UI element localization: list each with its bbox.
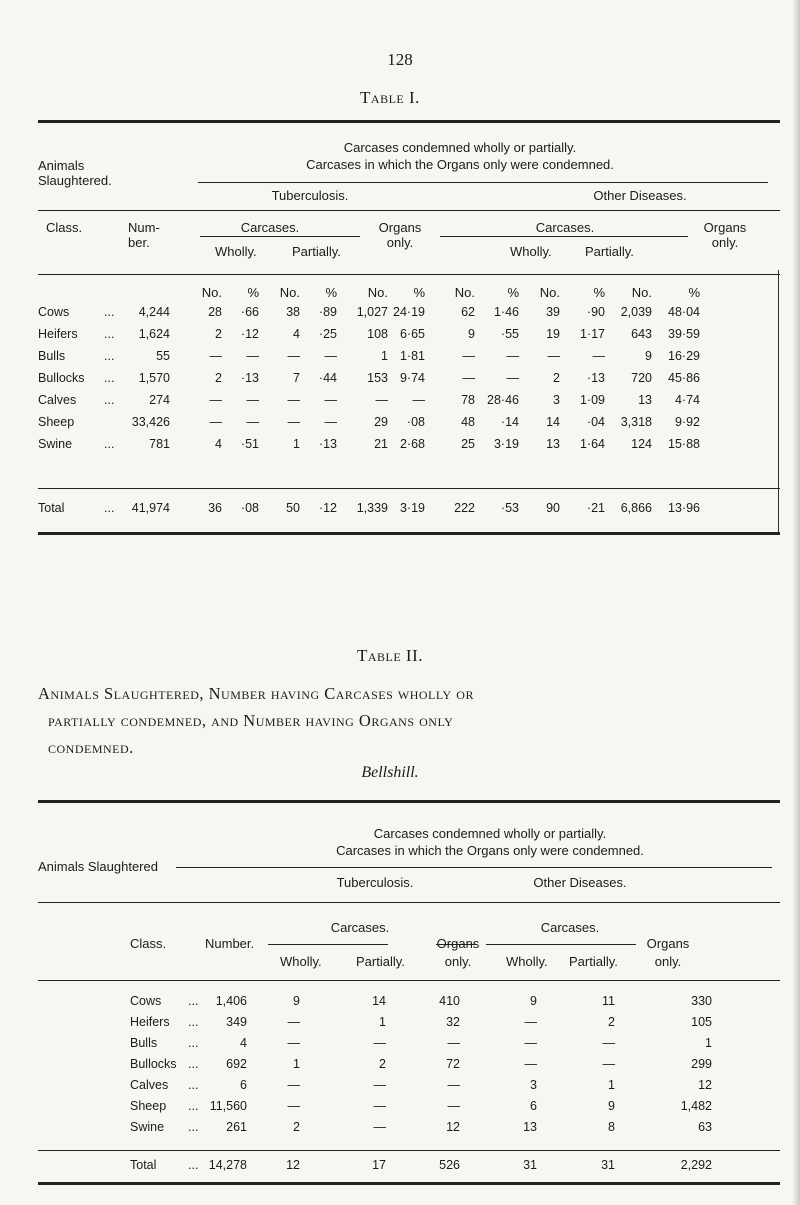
table2-row-0-number: 1,406	[215, 994, 247, 1008]
table2-heading-line2: partially condemned, and Number having Organs only	[48, 711, 454, 730]
table1-no-header-2: No.	[279, 285, 300, 300]
table1-total-number: 41,974	[131, 501, 170, 515]
table2-partially-tb: Partially.	[356, 954, 405, 969]
table2-row-1-cell-5: 105	[691, 1015, 712, 1029]
table1-total-cell-3: ·12	[318, 501, 337, 515]
table2-wholly-other: Wholly.	[506, 954, 548, 969]
table2-total-cell-3: 31	[523, 1158, 537, 1172]
table1-row-0-cell-6: 62	[461, 305, 475, 319]
table1-row-4-cell-3: —	[324, 393, 337, 407]
table2-row-5-cell-4: 9	[608, 1099, 615, 1113]
table1-row-1-cell-0: 2	[215, 327, 222, 341]
table1-pct-header-3: %	[325, 285, 337, 300]
table1-row-2-cell-7: —	[506, 349, 519, 363]
table1-row-5-cell-10: 3,318	[620, 415, 652, 429]
table1-row-2-cell-6: —	[462, 349, 475, 363]
table2-row-3-dots: ...	[188, 1057, 199, 1071]
table2-row-1-number: 349	[226, 1015, 247, 1029]
table2-row-0-cell-0: 9	[293, 994, 300, 1008]
table2-caption-line2: Carcases in which the Organs only were condemned.	[336, 843, 644, 858]
table1-row-4-number: 274	[149, 393, 170, 407]
table1-row-6-number: 781	[149, 437, 170, 451]
table1-row-3-cell-8: 2	[553, 371, 560, 385]
table1-total-dots: ...	[104, 501, 115, 515]
table1-row-2-cell-11: 16·29	[668, 349, 700, 363]
table2-heading-line1: Animals Slaughtered, Number having Carcases wholly or	[38, 684, 474, 703]
table1-title: Table I.	[360, 88, 420, 107]
table1-row-4-cell-6: 78	[461, 393, 475, 407]
table1-row-6-cell-11: 15·88	[668, 437, 700, 451]
table2-total-cell-2: 526	[439, 1158, 460, 1172]
table1-total-cell-6: 222	[454, 501, 475, 515]
table2-row-6-cell-4: 8	[608, 1120, 615, 1134]
table1-row-3-dots: ...	[104, 371, 115, 385]
table1-tuberculosis: Tuberculosis.	[271, 188, 349, 203]
table1-row-0-cell-1: ·66	[240, 305, 259, 319]
table1-row-3-cell-6: —	[462, 371, 475, 385]
table1-total-cell-11: 13·96	[668, 501, 700, 515]
table1-row-4-dots: ...	[104, 393, 115, 407]
table2-row-5-dots: ...	[188, 1099, 199, 1113]
table1-row-4-cell-0: —	[209, 393, 222, 407]
table1-total-cell-7: ·53	[500, 501, 519, 515]
table1-row-2-cell-4: 1	[381, 349, 388, 363]
table1-carcases-tb: Carcases.	[240, 220, 300, 235]
table1-row-5-cell-5: ·08	[406, 415, 425, 429]
table1-carcases-tb-rule	[200, 236, 360, 237]
table1-total-cell-4: 1,339	[356, 501, 388, 515]
table2-row-4-number: 6	[240, 1078, 247, 1092]
table2-row-2-number: 4	[240, 1036, 247, 1050]
table1-pct-header-5: %	[413, 285, 425, 300]
table1-number-header: Num- ber.	[128, 220, 160, 250]
table1-row-5-number: 33,426	[131, 415, 170, 429]
table2-carcases-tb: Carcases.	[330, 920, 390, 935]
table2-row-5-cell-0: —	[287, 1099, 300, 1113]
table1-row-6-cell-3: ·13	[318, 437, 337, 451]
table1-row-4-label: Calves	[38, 393, 77, 407]
table1-total-cell-2: 50	[286, 501, 300, 515]
table2-number-header: Number.	[205, 936, 255, 951]
table2-row-4-cell-0: —	[287, 1078, 300, 1092]
table1-pct-header-7: %	[507, 285, 519, 300]
table2-other-diseases: Other Diseases.	[533, 875, 627, 890]
table2-total-cell-0: 12	[286, 1158, 300, 1172]
table2-header-rule	[38, 902, 780, 903]
table2-location: Bellshill.	[361, 764, 419, 781]
table1-row-5-cell-7: ·14	[500, 415, 519, 429]
table1-row-3-cell-3: ·44	[318, 371, 337, 385]
table2-row-3-label: Bullocks	[130, 1057, 177, 1071]
table2-row-3-cell-0: 1	[293, 1057, 300, 1071]
table2-row-2-cell-2: —	[447, 1036, 460, 1050]
table2-organs-tb: Organs	[436, 936, 480, 951]
table1-row-1-cell-10: 643	[631, 327, 652, 341]
table1-row-5-cell-8: 14	[546, 415, 560, 429]
table1-row-2-cell-5: 1·81	[399, 349, 425, 363]
table2-row-2-cell-1: —	[373, 1036, 386, 1050]
table2-organs-other: Organs	[646, 936, 690, 951]
table2-row-2-cell-4: —	[602, 1036, 615, 1050]
table1-row-0-dots: ...	[104, 305, 115, 319]
table1-row-4-cell-1: —	[246, 393, 259, 407]
table1-total-cell-5: 3·19	[399, 501, 425, 515]
table1-row-1-cell-7: ·55	[500, 327, 519, 341]
table1-row-2-cell-8: —	[547, 349, 560, 363]
table1-row-1-cell-11: 39·59	[668, 327, 700, 341]
table2-carcases-other-rule	[486, 944, 636, 945]
table2-row-0-cell-2: 410	[439, 994, 460, 1008]
table1-row-1-cell-8: 19	[546, 327, 560, 341]
table1-row-3-cell-1: ·13	[240, 371, 259, 385]
table2-row-4-cell-5: 12	[698, 1078, 712, 1092]
table1-row-4-cell-10: 13	[638, 393, 652, 407]
table1-no-header-6: No.	[454, 285, 475, 300]
table2-heading	[38, 680, 758, 761]
table2-row-2-cell-5: 1	[705, 1036, 712, 1050]
table2-caption-line1: Carcases condemned wholly or partially.	[373, 826, 607, 841]
table1-row-1-cell-3: ·25	[318, 327, 337, 341]
table1-row-5-cell-6: 48	[461, 415, 475, 429]
table2-row-3-number: 692	[226, 1057, 247, 1071]
table1-row-6-cell-10: 124	[631, 437, 652, 451]
table1-row-4-cell-2: —	[287, 393, 300, 407]
table2-carcases-tb-rule-left	[268, 944, 388, 945]
table2-row-0-cell-5: 330	[691, 994, 712, 1008]
table1-row-4-cell-5: —	[412, 393, 425, 407]
table1-row-6-cell-5: 2·68	[399, 437, 425, 451]
table1-row-1-cell-2: 4	[293, 327, 300, 341]
table1-row-5-cell-11: 9·92	[674, 415, 700, 429]
table2-partially-other: Partially.	[569, 954, 618, 969]
table2-row-1-cell-0: —	[287, 1015, 300, 1029]
table1-row-6-cell-9: 1·64	[579, 437, 605, 451]
table2-row-6-cell-3: 13	[523, 1120, 537, 1134]
table1-row-3-cell-0: 2	[215, 371, 222, 385]
table2-row-1-cell-4: 2	[608, 1015, 615, 1029]
table1-row-6-cell-0: 4	[215, 437, 222, 451]
table1-caption-line1: Carcases condemned wholly or partially.	[343, 140, 577, 155]
table1-row-2-cell-9: —	[592, 349, 605, 363]
table1-total-rule	[38, 488, 780, 489]
table1-no-header-4: No.	[367, 285, 388, 300]
table2-row-6-cell-2: 12	[446, 1120, 460, 1134]
table1-wholly-tb: Wholly.	[215, 244, 257, 259]
table1-row-5-cell-3: —	[324, 415, 337, 429]
table1-row-3-cell-4: 153	[367, 371, 388, 385]
table2-row-3-cell-5: 299	[691, 1057, 712, 1071]
table1-row-0-cell-11: 48·04	[668, 305, 700, 319]
page-edge-shadow	[792, 0, 800, 1205]
table1-right-edge	[778, 270, 779, 532]
table2-row-6-cell-1: —	[373, 1120, 386, 1134]
table1-row-1-cell-9: 1·17	[579, 327, 605, 341]
table1-row-2-cell-1: —	[246, 349, 259, 363]
table1-row-4-cell-11: 4·74	[674, 393, 700, 407]
table1-row-5-cell-1: —	[246, 415, 259, 429]
page-number: 128	[387, 50, 413, 69]
table2-total-cell-5: 2,292	[680, 1158, 712, 1172]
table1-row-1-cell-4: 108	[367, 327, 388, 341]
table1-row-5-cell-2: —	[287, 415, 300, 429]
table2-row-2-cell-0: —	[287, 1036, 300, 1050]
table1-row-5-label: Sheep	[38, 415, 75, 429]
table2-only-tb: only.	[444, 954, 472, 969]
table1-carcases-other-rule	[440, 236, 688, 237]
table1-other-diseases: Other Diseases.	[593, 188, 687, 203]
table2-row-5-cell-1: —	[373, 1099, 386, 1113]
table2-total-label: Total	[130, 1158, 157, 1172]
table2-title: Table II.	[356, 646, 424, 665]
table1-row-6-cell-1: ·51	[240, 437, 259, 451]
table1-no-header-8: No.	[539, 285, 560, 300]
table2-row-1-cell-1: 1	[379, 1015, 386, 1029]
table1-row-3-cell-11: 45·86	[668, 371, 700, 385]
table2-top-rule	[38, 800, 780, 803]
table1-row-2-cell-3: —	[324, 349, 337, 363]
table2-row-3-cell-4: —	[602, 1057, 615, 1071]
table1-row-1-dots: ...	[104, 327, 115, 341]
table1-total-cell-1: ·08	[240, 501, 259, 515]
table1-organs-only-tb: Organs only.	[378, 220, 422, 250]
table2-row-5-number: 11,560	[209, 1099, 247, 1113]
table1-row-4-cell-9: 1·09	[579, 393, 605, 407]
table2-total-dots: ...	[188, 1158, 199, 1172]
table1-row-0-cell-0: 28	[208, 305, 222, 319]
table2-row-3-cell-3: —	[524, 1057, 537, 1071]
table1-pct-header-9: %	[593, 285, 605, 300]
table2-wholly-tb: Wholly.	[280, 954, 322, 969]
table1-partially-tb: Partially.	[292, 244, 341, 259]
table2-row-4-cell-4: 1	[608, 1078, 615, 1092]
table2-total-cell-1: 17	[372, 1158, 386, 1172]
table1-row-2-label: Bulls	[38, 349, 66, 363]
table1-row-0-cell-8: 39	[546, 305, 560, 319]
table1-row-0-cell-2: 38	[286, 305, 300, 319]
table2-caption-rule	[176, 867, 772, 868]
table2-row-2-dots: ...	[188, 1036, 199, 1050]
table2-heading-line3: condemned.	[48, 738, 134, 757]
table1-row-1-cell-6: 9	[468, 327, 475, 341]
table1-row-0-cell-9: ·90	[586, 305, 605, 319]
table2-row-0-dots: ...	[188, 994, 199, 1008]
table2-row-4-cell-3: 3	[530, 1078, 537, 1092]
table2-row-0-cell-1: 14	[372, 994, 386, 1008]
table1-row-3-cell-5: 9·74	[399, 371, 425, 385]
table2-row-6-dots: ...	[188, 1120, 199, 1134]
table1-row-4-cell-4: —	[375, 393, 388, 407]
table1-no-header-10: No.	[631, 285, 652, 300]
table2-row-5-cell-5: 1,482	[680, 1099, 712, 1113]
table1-row-5-cell-0: —	[209, 415, 222, 429]
table1-no-header-0: No.	[201, 285, 222, 300]
table1-row-5-cell-9: ·04	[586, 415, 605, 429]
table1-pct-header-1: %	[247, 285, 259, 300]
table1-row-2-cell-10: 9	[645, 349, 652, 363]
table2-row-2-label: Bulls	[130, 1036, 158, 1050]
table2-row-0-cell-4: 11	[602, 994, 615, 1008]
table1-caption-rule	[198, 182, 768, 183]
table1-row-3-cell-10: 720	[631, 371, 652, 385]
table1-caption-line2: Carcases in which the Organs only were condemned.	[306, 157, 614, 172]
table1-total-cell-9: ·21	[586, 501, 605, 515]
table2-row-1-dots: ...	[188, 1015, 199, 1029]
table1-header-rule	[38, 210, 780, 211]
table1-row-1-number: 1,624	[138, 327, 170, 341]
table2-row-6-cell-0: 2	[293, 1120, 300, 1134]
table1-row-0-cell-3: ·89	[318, 305, 337, 319]
table1-partially-other: Partially.	[585, 244, 634, 259]
table1-top-rule	[38, 120, 780, 123]
table1-row-1-label: Heifers	[38, 327, 78, 341]
table1-row-6-dots: ...	[104, 437, 115, 451]
table1-row-2-cell-0: —	[209, 349, 222, 363]
table1-row-3-number: 1,570	[138, 371, 170, 385]
table1-animals-slaughtered: Animals Slaughtered.	[38, 158, 112, 188]
table2-row-3-cell-2: 72	[446, 1057, 460, 1071]
table2-tuberculosis: Tuberculosis.	[336, 875, 414, 890]
table1-pct-header-11: %	[688, 285, 700, 300]
table2-row-1-label: Heifers	[130, 1015, 170, 1029]
table2-row-3-cell-1: 2	[379, 1057, 386, 1071]
table1-row-6-cell-2: 1	[293, 437, 300, 451]
table1-total-cell-10: 6,866	[620, 501, 652, 515]
table1-row-3-label: Bullocks	[38, 371, 85, 385]
table2-row-1-cell-2: 32	[446, 1015, 460, 1029]
table1-row-6-cell-8: 13	[546, 437, 560, 451]
table2-total-number: 14,278	[208, 1158, 247, 1172]
table2-only-other: only.	[654, 954, 682, 969]
table1-total-label: Total	[38, 501, 65, 515]
table1-row-5-cell-4: 29	[374, 415, 388, 429]
table1-row-2-dots: ...	[104, 349, 115, 363]
table2-row-1-cell-3: —	[524, 1015, 537, 1029]
table1-row-0-cell-4: 1,027	[356, 305, 388, 319]
table2-row-4-label: Calves	[130, 1078, 169, 1092]
table1-row-4-cell-7: 28·46	[487, 393, 519, 407]
table1-subheader-rule	[38, 274, 780, 275]
table2-row-6-cell-5: 63	[698, 1120, 712, 1134]
table1-row-1-cell-1: ·12	[240, 327, 259, 341]
table1-row-1-cell-5: 6·65	[399, 327, 425, 341]
table2-row-0-label: Cows	[130, 994, 162, 1008]
table2-row-4-dots: ...	[188, 1078, 199, 1092]
table2-row-5-cell-3: 6	[530, 1099, 537, 1113]
table1-row-4-cell-8: 3	[553, 393, 560, 407]
table1-total-cell-8: 90	[546, 501, 560, 515]
table1-row-3-cell-7: —	[506, 371, 519, 385]
table1-row-3-cell-2: 7	[293, 371, 300, 385]
table2-row-6-number: 261	[226, 1120, 247, 1134]
table2-row-2-cell-3: —	[524, 1036, 537, 1050]
table1-row-6-cell-6: 25	[461, 437, 475, 451]
table1-row-0-cell-10: 2,039	[620, 305, 652, 319]
table2-carcases-other: Carcases.	[540, 920, 600, 935]
table2-animals-slaughtered: Animals Slaughtered	[38, 859, 158, 874]
table1-row-2-number: 55	[156, 349, 170, 363]
table1-row-0-number: 4,244	[138, 305, 170, 319]
table1-organs-only-other: Organs only.	[703, 220, 747, 250]
table2-row-5-cell-2: —	[447, 1099, 460, 1113]
table1-row-0-label: Cows	[38, 305, 70, 319]
table2-total-cell-4: 31	[601, 1158, 615, 1172]
table1-class-header: Class.	[46, 220, 83, 235]
table1-row-6-label: Swine	[38, 437, 73, 451]
table2-total-rule	[38, 1150, 780, 1151]
table1-row-0-cell-5: 24·19	[393, 305, 425, 319]
table2-bottom-rule	[38, 1182, 780, 1185]
table1-row-6-cell-4: 21	[374, 437, 388, 451]
table2-row-4-cell-1: —	[373, 1078, 386, 1092]
table1-row-3-cell-9: ·13	[586, 371, 605, 385]
table2-subheader-rule	[38, 980, 780, 981]
table2-row-5-label: Sheep	[130, 1099, 167, 1113]
table2-row-4-cell-2: —	[447, 1078, 460, 1092]
table1-total-cell-0: 36	[208, 501, 222, 515]
table1-row-2-cell-2: —	[287, 349, 300, 363]
table1-bottom-rule	[38, 532, 780, 535]
table1-row-6-cell-7: 3·19	[493, 437, 519, 451]
table2-row-0-cell-3: 9	[530, 994, 537, 1008]
table1-carcases-other: Carcases.	[535, 220, 595, 235]
table2-row-6-label: Swine	[130, 1120, 165, 1134]
table2-class-header: Class.	[130, 936, 167, 951]
table1-wholly-other: Wholly.	[510, 244, 552, 259]
table1-row-0-cell-7: 1·46	[493, 305, 519, 319]
